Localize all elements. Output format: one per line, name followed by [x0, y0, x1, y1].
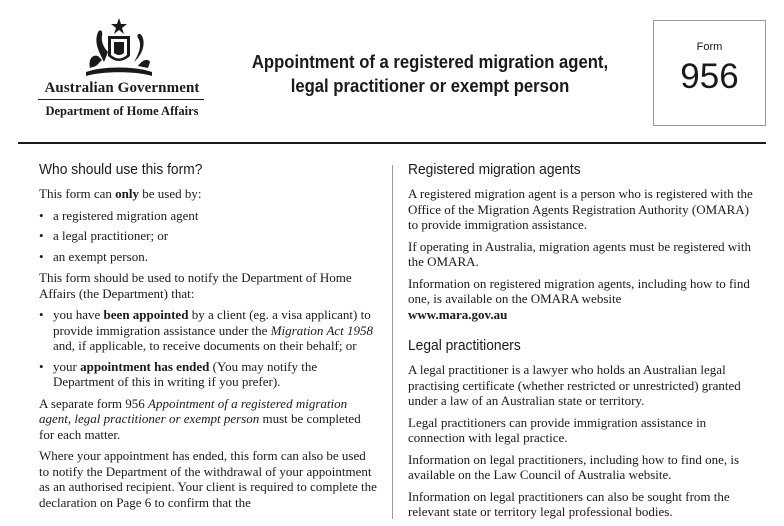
header-divider: [18, 142, 766, 144]
page-title: [248, 50, 612, 98]
list-item: • you have been appointed by a client (eg. a visa applicant) to provide immigration assistance under the Migration Act 1958 and, if applicable, to receive documents on their behalf; or: [39, 307, 379, 354]
department-name: Department of Home Affairs: [45, 104, 199, 118]
list-item: • a registered migration agent: [39, 208, 379, 224]
section-heading-who: Who should use this form?: [39, 161, 203, 178]
agents-paragraph-3: Information on registered migration agents, including how to find one, is available on the OMARA website www.mara.gov.au: [408, 275, 750, 322]
column-divider: [392, 165, 393, 519]
divider: [38, 99, 204, 100]
section-heading-legal: Legal practitioners: [408, 337, 521, 354]
form-number: 956: [680, 57, 739, 96]
left-column: [39, 160, 379, 516]
title-line-1: Appointment of a registered migration agent,: [251, 51, 609, 72]
omara-website-link[interactable]: www.mara.gov.au: [408, 306, 508, 322]
form-number-box: [653, 20, 766, 126]
legal-paragraph-1: A legal practitioner is a lawyer who holds an Australian legal practising certificate (whether restricted or unrestricted) granted under a law of an Australian state or territory.: [408, 362, 741, 408]
right-column: [408, 160, 753, 526]
legal-paragraph-2: Legal practitioners can provide immigration assistance in connection with legal practice.: [408, 414, 707, 445]
notify-paragraph: This form should be used to notify the Department of Home Affairs (the Department) that:: [39, 270, 352, 301]
list-item: • an exempt person.: [39, 249, 379, 265]
title-line-2: legal practitioner or exempt person: [290, 75, 570, 96]
agents-paragraph-2: If operating in Australia, migration agents must be registered with the OMARA.: [408, 238, 751, 269]
agents-paragraph-1: A registered migration agent is a person who is registered with the Office of the Migration Agents Registration Authority (OMARA) to provide immigration assistance.: [408, 186, 753, 232]
notify-list: [39, 307, 379, 390]
list-item: • a legal practitioner; or: [39, 228, 379, 244]
government-name: Australian Government: [44, 80, 200, 96]
ended-paragraph: Where your appointment has ended, this form can also be used to notify the Department of the withdrawal of your appointment as an authorised recipient. Your client is required to complete the declaration on Page 6 to confirm that the: [39, 448, 377, 510]
section-heading-agents: Registered migration agents: [408, 161, 581, 178]
legal-paragraph-4: Information on legal practitioners can also be sought from the relevant state or territory legal professional bodies.: [408, 488, 730, 519]
form-label: Form: [696, 41, 723, 53]
list-item: • your appointment has ended (You may notify the Department of this in writing if you prefer).: [39, 359, 379, 390]
separate-form-paragraph: A separate form 956 Appointment of a registered migration agent, legal practitioner or exempt person must be completed for each matter.: [39, 395, 361, 442]
legal-paragraph-3: Information on legal practitioners, including how to find one, is available on the Law Council of Australia website.: [408, 451, 740, 482]
coat-of-arms-icon: [78, 16, 160, 78]
eligible-list: [39, 208, 379, 265]
intro-paragraph: This form can only be used by:: [39, 186, 202, 201]
